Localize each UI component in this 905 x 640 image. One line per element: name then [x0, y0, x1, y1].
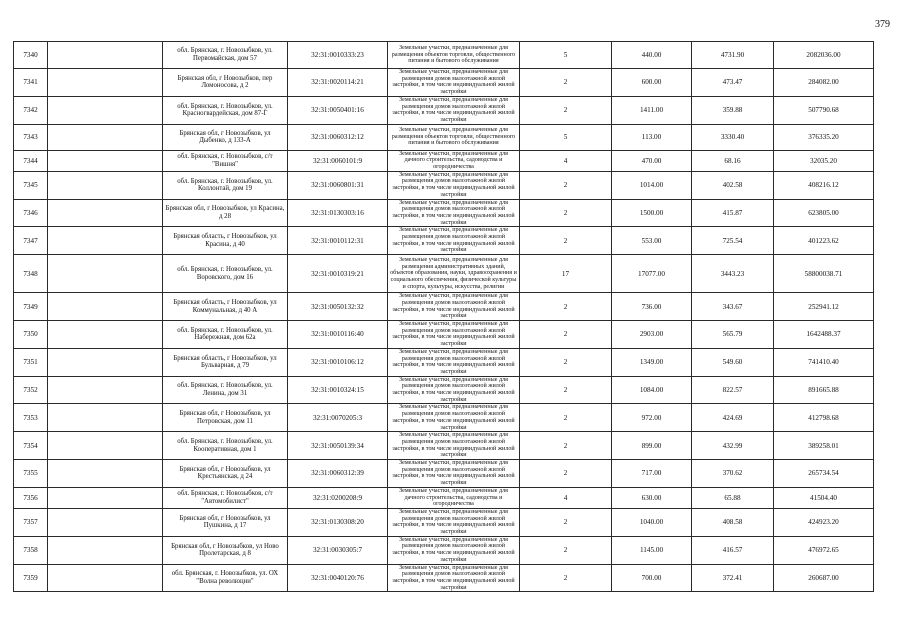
area-cell: 440.00	[612, 42, 692, 69]
cadastral-number-cell: 32:31:0040120:76	[288, 564, 388, 592]
address-cell: обл. Брянская, г. Новозыбков, ул. Красногвардейская, дом 87-Г	[163, 96, 288, 124]
area-cell: 1500.00	[612, 199, 692, 227]
table-row	[14, 376, 874, 404]
address-cell: Брянская обл, г Новозыбков, ул Петровская, дом 11	[163, 404, 288, 432]
specific-value-cell: 370.62	[692, 460, 774, 488]
area-cell: 700.00	[612, 564, 692, 592]
row-number: 7349	[14, 293, 48, 321]
cadastral-number-cell: 32:31:0010116:40	[288, 320, 388, 348]
group-cell: 2	[520, 432, 612, 460]
table-row	[14, 124, 874, 150]
row-number: 7352	[14, 376, 48, 404]
area-cell: 899.00	[612, 432, 692, 460]
specific-value-cell: 3330.40	[692, 124, 774, 150]
blank-cell	[48, 171, 163, 199]
specific-value-cell: 725.54	[692, 227, 774, 255]
cadastral-value-cell: 260687.00	[774, 564, 874, 592]
land-use-cell: Земельные участки, предназначенные для размещения домов малоэтажной жилой застройки, в том числе индивидуальной жилой застройки	[388, 348, 520, 376]
blank-cell	[48, 508, 163, 536]
land-use-cell: Земельные участки, предназначенные для размещения домов малоэтажной жилой застройки, в том числе индивидуальной жилой застройки	[388, 564, 520, 592]
land-use-cell: Земельные участки, предназначенные для размещения домов малоэтажной жилой застройки, в том числе индивидуальной жилой застройки	[388, 69, 520, 97]
cadastral-number-cell: 32:31:0050401:16	[288, 96, 388, 124]
table-row	[14, 199, 874, 227]
row-number: 7348	[14, 255, 48, 293]
specific-value-cell: 415.87	[692, 199, 774, 227]
blank-cell	[48, 255, 163, 293]
row-number: 7343	[14, 124, 48, 150]
land-use-cell: Земельные участки, предназначенные для дачного строительства, садоводства и огородничества	[388, 487, 520, 508]
row-number: 7355	[14, 460, 48, 488]
land-use-cell: Земельные участки, предназначенные для размещения домов малоэтажной жилой застройки, в том числе индивидуальной жилой застройки	[388, 432, 520, 460]
cadastral-value-cell: 741410.40	[774, 348, 874, 376]
address-cell: Брянская область, г Новозыбков, ул Коммунальная, д 40 А	[163, 293, 288, 321]
cadastral-value-cell: 252941.12	[774, 293, 874, 321]
cadastral-value-cell: 412798.68	[774, 404, 874, 432]
land-use-cell: Земельные участки, предназначенные для размещения домов малоэтажной жилой застройки, в том числе индивидуальной жилой застройки	[388, 293, 520, 321]
land-use-cell: Земельные участки, предназначенные для дачного строительства, садоводства и огородничества	[388, 150, 520, 171]
area-cell: 1349.00	[612, 348, 692, 376]
cadastral-value-cell: 424923.20	[774, 508, 874, 536]
group-cell: 2	[520, 508, 612, 536]
cadastral-value-cell: 623805.00	[774, 199, 874, 227]
row-number: 7357	[14, 508, 48, 536]
cadastral-number-cell: 32:31:0060312:12	[288, 124, 388, 150]
specific-value-cell: 372.41	[692, 564, 774, 592]
cadastral-number-cell: 32:31:0060801:31	[288, 171, 388, 199]
cadastral-number-cell: 32:31:0030305:7	[288, 536, 388, 564]
table-row	[14, 432, 874, 460]
row-number: 7354	[14, 432, 48, 460]
blank-cell	[48, 487, 163, 508]
specific-value-cell: 402.58	[692, 171, 774, 199]
row-number: 7345	[14, 171, 48, 199]
area-cell: 1145.00	[612, 536, 692, 564]
cadastral-value-cell: 389258.01	[774, 432, 874, 460]
blank-cell	[48, 293, 163, 321]
land-use-cell: Земельные участки, предназначенные для размещения домов малоэтажной жилой застройки, в том числе индивидуальной жилой застройки	[388, 404, 520, 432]
table-row	[14, 255, 874, 293]
cadastral-value-cell: 32035.20	[774, 150, 874, 171]
blank-cell	[48, 96, 163, 124]
area-cell: 736.00	[612, 293, 692, 321]
group-cell: 2	[520, 96, 612, 124]
cadastral-value-cell: 265734.54	[774, 460, 874, 488]
row-number: 7350	[14, 320, 48, 348]
cadastral-number-cell: 32:31:0010333:23	[288, 42, 388, 69]
cadastral-value-cell: 2082036.00	[774, 42, 874, 69]
blank-cell	[48, 320, 163, 348]
blank-cell	[48, 227, 163, 255]
cadastral-number-cell: 32:31:0020114:21	[288, 69, 388, 97]
address-cell: Брянская обл, г Новозыбков, ул Пушкина, д 17	[163, 508, 288, 536]
table-row	[14, 508, 874, 536]
row-number: 7341	[14, 69, 48, 97]
address-cell: Брянская обл, г Новозыбков, ул Красина, д 28	[163, 199, 288, 227]
address-cell: обл. Брянская, г. Новозыбков, ул. ОХ "Волна революции"	[163, 564, 288, 592]
address-cell: Брянская обл, г Новозыбков, ул Крестьянская, д 24	[163, 460, 288, 488]
cadastral-value-cell: 1642488.37	[774, 320, 874, 348]
land-use-cell: Земельные участки, предназначенные для размещения домов малоэтажной жилой застройки, в том числе индивидуальной жилой застройки	[388, 376, 520, 404]
blank-cell	[48, 42, 163, 69]
table-row	[14, 171, 874, 199]
table-row	[14, 460, 874, 488]
land-use-cell: Земельные участки, предназначенные для размещения административных зданий, объектов образования, науки, здравоохранения и социального обеспечения, физической культуры и спорта, культуры, искусства, религии	[388, 255, 520, 293]
cadastral-number-cell: 32:31:0060312:39	[288, 460, 388, 488]
group-cell: 4	[520, 487, 612, 508]
specific-value-cell: 822.57	[692, 376, 774, 404]
land-use-cell: Земельные участки, предназначенные для размещения домов малоэтажной жилой застройки, в том числе индивидуальной жилой застройки	[388, 320, 520, 348]
blank-cell	[48, 460, 163, 488]
cadastral-value-cell: 408216.12	[774, 171, 874, 199]
specific-value-cell: 65.88	[692, 487, 774, 508]
area-cell: 600.00	[612, 69, 692, 97]
blank-cell	[48, 199, 163, 227]
table-row	[14, 42, 874, 69]
row-number: 7359	[14, 564, 48, 592]
specific-value-cell: 343.67	[692, 293, 774, 321]
page-number: 379	[875, 19, 890, 30]
group-cell: 2	[520, 199, 612, 227]
address-cell: Брянская область, г Новозыбков, ул Бульварная, д 79	[163, 348, 288, 376]
group-cell: 2	[520, 376, 612, 404]
address-cell: обл. Брянская, г. Новозыбков, ул. Первомайская, дом 57	[163, 42, 288, 69]
address-cell: обл. Брянская, г. Новозыбков, ул. Воровского, дом 16	[163, 255, 288, 293]
specific-value-cell: 549.60	[692, 348, 774, 376]
table-row	[14, 69, 874, 97]
area-cell: 2903.00	[612, 320, 692, 348]
table-row	[14, 487, 874, 508]
area-cell: 1014.00	[612, 171, 692, 199]
specific-value-cell: 432.99	[692, 432, 774, 460]
land-use-cell: Земельные участки, предназначенные для размещения домов малоэтажной жилой застройки, в том числе индивидуальной жилой застройки	[388, 460, 520, 488]
cadastral-value-cell: 41504.40	[774, 487, 874, 508]
area-cell: 717.00	[612, 460, 692, 488]
specific-value-cell: 4731.90	[692, 42, 774, 69]
specific-value-cell: 416.57	[692, 536, 774, 564]
cadastral-number-cell: 32:31:0050139:34	[288, 432, 388, 460]
area-cell: 553.00	[612, 227, 692, 255]
cadastral-number-cell: 32:31:0010112:31	[288, 227, 388, 255]
cadastral-number-cell: 32:31:0130308:20	[288, 508, 388, 536]
table-row	[14, 227, 874, 255]
table-row	[14, 564, 874, 592]
area-cell: 630.00	[612, 487, 692, 508]
row-number: 7347	[14, 227, 48, 255]
specific-value-cell: 408.58	[692, 508, 774, 536]
land-use-cell: Земельные участки, предназначенные для размещения домов малоэтажной жилой застройки, в том числе индивидуальной жилой застройки	[388, 199, 520, 227]
row-number: 7346	[14, 199, 48, 227]
area-cell: 1040.00	[612, 508, 692, 536]
area-cell: 17077.00	[612, 255, 692, 293]
row-number: 7340	[14, 42, 48, 69]
row-number: 7342	[14, 96, 48, 124]
cadastral-value-table	[13, 41, 874, 592]
row-number: 7356	[14, 487, 48, 508]
address-cell: обл. Брянская, г. Новозыбков, ул. Кооперативная, дом 1	[163, 432, 288, 460]
cadastral-number-cell: 32:31:0130303:16	[288, 199, 388, 227]
blank-cell	[48, 348, 163, 376]
address-cell: обл. Брянская, г. Новозыбков, ул. Коллонтай, дом 19	[163, 171, 288, 199]
area-cell: 113.00	[612, 124, 692, 150]
land-use-cell: Земельные участки, предназначенные для размещения домов малоэтажной жилой застройки, в том числе индивидуальной жилой застройки	[388, 536, 520, 564]
group-cell: 2	[520, 564, 612, 592]
cadastral-value-cell: 476972.65	[774, 536, 874, 564]
cadastral-number-cell: 32:31:0010324:15	[288, 376, 388, 404]
address-cell: Брянская обл, г Новозыбков, ул Ново Пролетарская, д 8	[163, 536, 288, 564]
blank-cell	[48, 124, 163, 150]
specific-value-cell: 3443.23	[692, 255, 774, 293]
address-cell: Брянская область, г Новозыбков, ул Красина, д 40	[163, 227, 288, 255]
row-number: 7344	[14, 150, 48, 171]
area-cell: 1084.00	[612, 376, 692, 404]
address-cell: обл. Брянская, г. Новозыбков, ул. Ленина, дом 31	[163, 376, 288, 404]
area-cell: 1411.00	[612, 96, 692, 124]
group-cell: 2	[520, 293, 612, 321]
cadastral-number-cell: 32:31:0010106:12	[288, 348, 388, 376]
specific-value-cell: 424.69	[692, 404, 774, 432]
specific-value-cell: 473.47	[692, 69, 774, 97]
table-row	[14, 320, 874, 348]
table-row	[14, 536, 874, 564]
group-cell: 2	[520, 69, 612, 97]
address-cell: Брянская обл, г Новозыбков, ул Дыбенко, д 133-А	[163, 124, 288, 150]
row-number: 7358	[14, 536, 48, 564]
land-use-cell: Земельные участки, предназначенные для размещения домов малоэтажной жилой застройки, в том числе индивидуальной жилой застройки	[388, 171, 520, 199]
land-use-cell: Земельные участки, предназначенные для размещения домов малоэтажной жилой застройки, в том числе индивидуальной жилой застройки	[388, 96, 520, 124]
blank-cell	[48, 376, 163, 404]
cadastral-value-cell: 891665.88	[774, 376, 874, 404]
address-cell: обл. Брянская, г. Новозыбков, с/т "Вишня"	[163, 150, 288, 171]
table-row	[14, 293, 874, 321]
address-cell: обл. Брянская, г. Новозыбков, ул. Набережная, дом 62а	[163, 320, 288, 348]
group-cell: 2	[520, 460, 612, 488]
cadastral-value-cell: 284082.00	[774, 69, 874, 97]
table-row	[14, 96, 874, 124]
cadastral-value-cell: 401223.62	[774, 227, 874, 255]
cadastral-value-cell: 376335.20	[774, 124, 874, 150]
group-cell: 2	[520, 227, 612, 255]
blank-cell	[48, 432, 163, 460]
cadastral-number-cell: 32:31:0060101:9	[288, 150, 388, 171]
group-cell: 2	[520, 171, 612, 199]
group-cell: 5	[520, 124, 612, 150]
blank-cell	[48, 536, 163, 564]
blank-cell	[48, 564, 163, 592]
cadastral-number-cell: 32:31:0070205:3	[288, 404, 388, 432]
land-use-cell: Земельные участки, предназначенные для размещения объектов торговли, общественного питания и бытового обслуживания	[388, 42, 520, 69]
specific-value-cell: 68.16	[692, 150, 774, 171]
area-cell: 972.00	[612, 404, 692, 432]
address-cell: Брянская обл, г Новозыбков, пер Ломоносова, д 2	[163, 69, 288, 97]
cadastral-value-cell: 58800038.71	[774, 255, 874, 293]
land-use-cell: Земельные участки, предназначенные для размещения домов малоэтажной жилой застройки, в том числе индивидуальной жилой застройки	[388, 227, 520, 255]
table-row	[14, 348, 874, 376]
group-cell: 2	[520, 536, 612, 564]
table-row	[14, 150, 874, 171]
blank-cell	[48, 404, 163, 432]
group-cell: 4	[520, 150, 612, 171]
group-cell: 2	[520, 320, 612, 348]
row-number: 7353	[14, 404, 48, 432]
specific-value-cell: 565.79	[692, 320, 774, 348]
specific-value-cell: 359.88	[692, 96, 774, 124]
table-row	[14, 404, 874, 432]
blank-cell	[48, 150, 163, 171]
group-cell: 2	[520, 348, 612, 376]
group-cell: 2	[520, 404, 612, 432]
address-cell: обл. Брянская, г. Новозыбков, с/т "Автомобилист"	[163, 487, 288, 508]
cadastral-number-cell: 32:31:0010319:21	[288, 255, 388, 293]
area-cell: 470.00	[612, 150, 692, 171]
cadastral-number-cell: 32:31:0200208:9	[288, 487, 388, 508]
land-use-cell: Земельные участки, предназначенные для размещения объектов торговли, общественного питания и бытового обслуживания	[388, 124, 520, 150]
cadastral-number-cell: 32:31:0050132:32	[288, 293, 388, 321]
group-cell: 5	[520, 42, 612, 69]
row-number: 7351	[14, 348, 48, 376]
land-use-cell: Земельные участки, предназначенные для размещения домов малоэтажной жилой застройки, в том числе индивидуальной жилой застройки	[388, 508, 520, 536]
cadastral-value-cell: 507790.68	[774, 96, 874, 124]
group-cell: 17	[520, 255, 612, 293]
blank-cell	[48, 69, 163, 97]
